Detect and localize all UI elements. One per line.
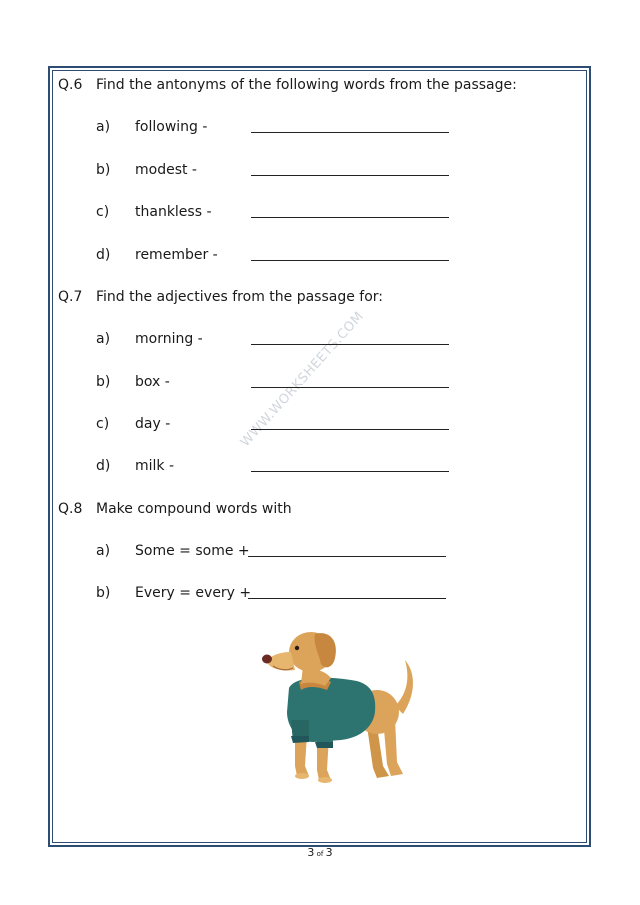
item-letter: b) bbox=[96, 162, 111, 178]
item-word: modest - bbox=[135, 162, 197, 178]
item-word: Some = some + bbox=[135, 543, 250, 559]
answer-blank[interactable] bbox=[251, 471, 449, 472]
item-word: thankless - bbox=[135, 204, 212, 220]
answer-blank[interactable] bbox=[251, 260, 449, 261]
item-word: morning - bbox=[135, 331, 203, 347]
item-letter: c) bbox=[96, 204, 110, 220]
item-letter: a) bbox=[96, 331, 111, 347]
item-word: Every = every + bbox=[135, 585, 252, 601]
page-footer bbox=[0, 847, 640, 860]
question-prompt: Find the adjectives from the passage for: bbox=[96, 289, 384, 305]
page-number: 3 bbox=[307, 846, 315, 859]
item-letter: a) bbox=[96, 543, 111, 559]
item-letter: a) bbox=[96, 119, 111, 135]
dog-in-sweater-icon bbox=[255, 626, 420, 786]
answer-blank[interactable] bbox=[251, 217, 449, 218]
answer-blank[interactable] bbox=[251, 175, 449, 176]
page-of-label: of bbox=[316, 850, 324, 858]
question-prompt: Find the antonyms of the following words from the passage: bbox=[96, 77, 517, 93]
answer-blank[interactable] bbox=[251, 429, 449, 430]
page-total: 3 bbox=[325, 846, 333, 859]
question-number: Q.7 bbox=[58, 289, 83, 305]
question-prompt: Make compound words with bbox=[96, 501, 292, 517]
answer-blank[interactable] bbox=[251, 132, 449, 133]
item-letter: b) bbox=[96, 374, 111, 390]
question-number: Q.6 bbox=[58, 77, 83, 93]
item-word: milk - bbox=[135, 458, 175, 474]
answer-blank[interactable] bbox=[251, 344, 449, 345]
item-letter: b) bbox=[96, 585, 111, 601]
item-word: remember - bbox=[135, 247, 218, 263]
watermark: WWW.WORKSHEETS.COM bbox=[238, 309, 368, 451]
item-word: following - bbox=[135, 119, 208, 135]
item-word: box - bbox=[135, 374, 170, 390]
answer-blank[interactable] bbox=[251, 387, 449, 388]
item-word: day - bbox=[135, 416, 171, 432]
question-number: Q.8 bbox=[58, 501, 83, 517]
answer-blank[interactable] bbox=[248, 556, 446, 557]
item-letter: d) bbox=[96, 247, 111, 263]
item-letter: c) bbox=[96, 416, 110, 432]
item-letter: d) bbox=[96, 458, 111, 474]
answer-blank[interactable] bbox=[248, 598, 446, 599]
